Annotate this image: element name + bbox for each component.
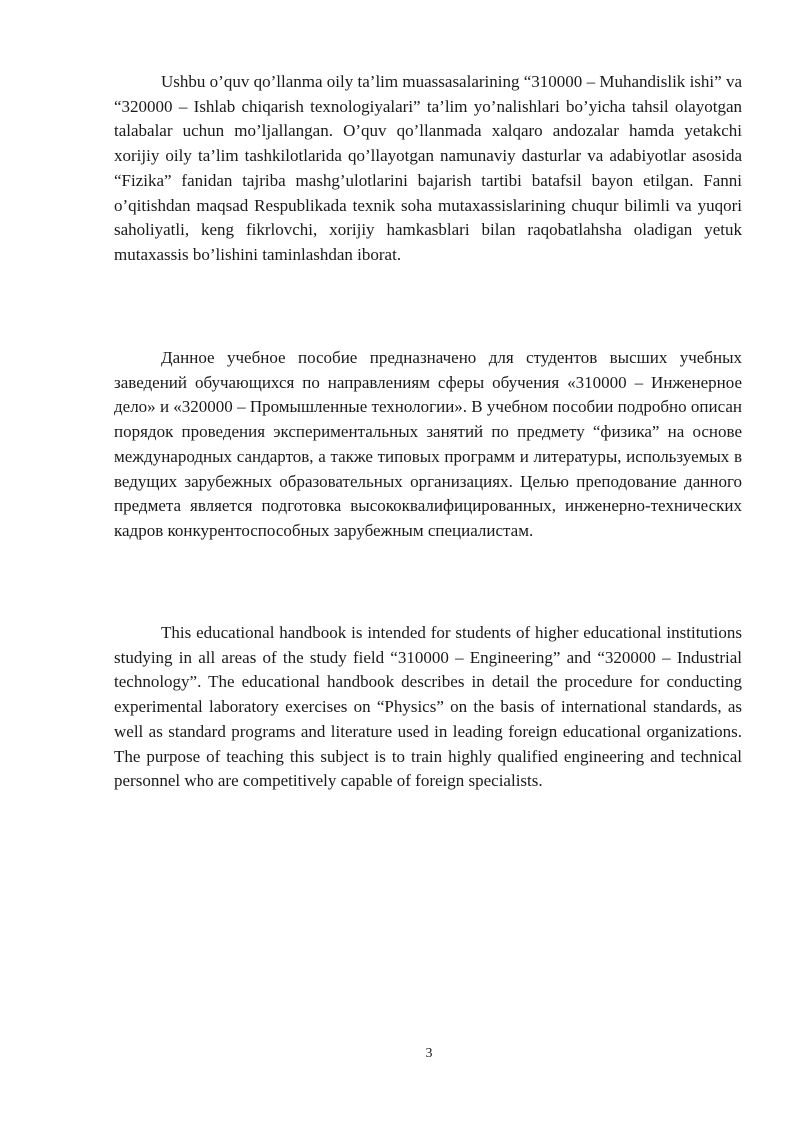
paragraph-english: This educational handbook is intended for students of higher educational institutions studying in all areas of the study field “310000 – Engineering” and “320000 – Industrial technology”. The educational handbook describes in detail the procedure for conducting experimental laboratory exercises on “Physics” on the basis of international standards, as well as standard programs and literature used in leading foreign educational organizations. The purpose of teaching this subject is to train highly qualified engineering and technical personnel who are competitively capable of foreign specialists. (114, 623, 742, 791)
paragraph-uzbek: Ushbu o’quv qo’llanma oily ta’lim muassasalarining “310000 – Muhandislik ishi” va “320000 – Ishlab chiqarish texnologiyalari” ta’lim yo’nalishlari bo’yicha tahsil olayotgan talabalar uchun mo’ljallangan. O’quv qo’llanmada xalqaro andozalar hamda yetakchi xorijiy oily ta’lim tashkilotlarida qo’llayotgan namunaviy dasturlar va adabiyotlar asosida “Fizika” fanidan tajriba mashg’ulotlarini bajarish tartibi batafsil bayon etilgan. Fanni o’qitishdan maqsad Respublikada texnik soha mutaxassislarining chuqur bilimli va yuqori saholiyatli, keng fikrlovchi, xorijiy hamkasblari bilan raqobatlahsha oladigan yetuk mutaxassis bo’lishini taminlashdan iborat. (114, 72, 742, 264)
page-number: 3 (425, 1046, 433, 1061)
paragraph-russian: Данное учебное пособие предназначено для студентов высших учебных заведений обучающихся по направлениям сферы обучения «310000 – Инженерное дело» и «320000 – Промышленные технологии». В учебном пособии подробно описан порядок проведения экспериментальных занятий по предмету “физика” на основе международных сандартов, а также типовых программ и литературы, используемых в ведущих зарубежных образовательных организациях. Целью преподование данного предмета является подготовка высококвалифицированных, инженерно-технических кадров конкурентоспособных зарубежным специалистам. (114, 348, 742, 540)
